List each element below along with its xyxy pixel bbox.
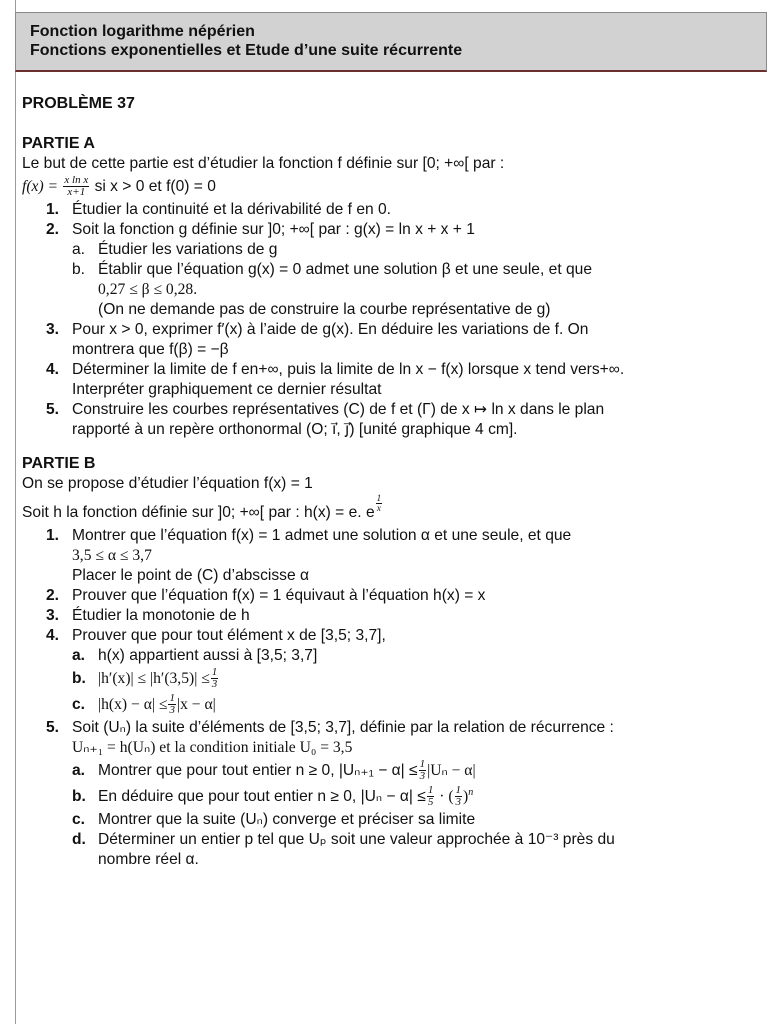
chapter-title-line-1: Fonction logarithme népérien [30,23,255,40]
page-left-edge [15,0,16,1024]
part-a-question-5-cont: rapporté à un repère orthonormal (O; ı⃗, ȷ⃗) [unité graphique 4 cm]. [72,421,518,438]
part-b-title: PARTIE B [22,455,96,472]
part-b-question-5c: c. Montrer que la suite (Uₙ) converge et préciser sa limite [72,811,476,828]
fraction-one-third: $\frac{1}{3}$ [419,758,426,783]
part-b-question-5d: d. Déterminer un entier p tel que Uₚ soit une valeur approchée à 10⁻³ près du [72,831,615,848]
part-b-question-5a: a. Montrer que pour tout entier n ≥ 0, |Uₙ₊₁ − α| ≤ $\frac{1}{3}$ |Uₙ − α| [72,758,476,783]
part-a-definition [22,174,764,200]
fraction-one-fifth: $\frac{1}{5}$ [427,784,434,809]
part-b-question-4a: a. h(x) appartient aussi à [3,5; 3,7] [72,647,318,664]
part-a-question-2a: a. Étudier les variations de g [72,241,278,258]
definition-condition: si x > 0 et f(0) = 0 [94,178,216,195]
part-b-intro-1: On se propose d’étudier l’équation f(x) = 1 [22,475,313,492]
part-b-question-1: 1. Montrer que l’équation f(x) = 1 admet une solution α et une seule, et que [46,527,572,544]
problem-title: PROBLÈME 37 [22,95,135,112]
part-a-question-4: 4. Déterminer la limite de f en+∞, puis la limite de ln x − f(x) lorsque x tend vers+∞. [46,361,625,378]
part-a-question-2b: b. Établir que l’équation g(x) = 0 admet une solution β et une seule, et que [72,261,592,278]
part-b-question-3: 3. Étudier la monotonie de h [46,607,250,624]
part-b-question-5: 5. Soit (Uₙ) la suite d’éléments de [3,5; 3,7], définie par la relation de récurrence : [46,719,614,736]
part-b-question-5b: b. En déduire que pour tout entier n ≥ 0, |Uₙ − α| ≤ $\frac{1}{5}$ · ( $\frac{1}{3}$ )$^n$ [72,784,474,809]
part-a-intro: Le but de cette partie est d’étudier la fonction f définie sur [0; +∞[ par : [22,155,505,172]
part-b-intro-2: Soit h la fonction définie sur ]0; +∞[ par : h(x) = e. e $^{\frac{1}{x}}$ [22,493,382,521]
part-a-title: PARTIE A [22,135,95,152]
part-a-question-3: 3. Pour x > 0, exprimer f′(x) à l’aide de g(x). En déduire les variations de f. On [46,321,589,338]
document-body [22,94,764,870]
part-b-question-1-cont: Placer le point de (C) d’abscisse α [72,567,309,584]
part-b-question-4: 4. Prouver que pour tout élément x de [3,5; 3,7], [46,627,386,644]
part-b-question-1-bounds: 3,5 ≤ α ≤ 3,7 [72,547,152,564]
definition-fraction: $\frac{\text{x ln x}}{x+1}$ [64,174,89,199]
part-a-question-2b-bounds: 0,27 ≤ β ≤ 0,28. [98,281,198,298]
part-a-question-2: 2. Soit la fonction g définie sur ]0; +∞[ par : g(x) = ln x + x + 1 [46,221,475,238]
part-a-question-5: 5. Construire les courbes représentatives (C) de f et (Γ) de x ↦ ln x dans le plan [46,401,605,418]
part-b-question-4b: b. |h′(x)| ≤ |h′(3,5)| ≤ $\frac{1}{3}$ [72,666,218,691]
chapter-header [15,12,767,72]
fraction-one-third: $\frac{1}{3}$ [211,666,218,691]
definition-lhs: f(x) = [22,178,59,195]
part-a-question-4-cont: Interpréter graphiquement ce dernier résultat [72,381,382,398]
exponent-fraction: 1 x [376,493,382,513]
fraction-one-third: $\frac{1}{3}$ [169,692,175,717]
part-b-question-2: 2. Prouver que l’équation f(x) = 1 équivaut à l’équation h(x) = x [46,587,486,604]
part-a-question-3-cont: montrera que f(β) = −β [72,341,229,358]
part-a-question-1: 1. Étudier la continuité et la dérivabilité de f en 0. [46,201,392,218]
part-b-question-5-cont: Uₙ₊₁ = h(Uₙ) et la condition initiale U₀ = 3,5 [72,739,353,756]
chapter-title-line-2: Fonctions exponentielles et Etude d’une suite récurrente [30,42,463,59]
part-a-question-2b-note: (On ne demande pas de construire la courbe représentative de g) [98,301,551,318]
part-b-question-5d-cont: nombre réel α. [98,851,199,868]
part-b-question-4c: c. |h(x) − α| ≤ $\frac{1}{3}$ |x − α| [72,692,216,717]
fraction-one-third: $\frac{1}{3}$ [455,784,462,809]
